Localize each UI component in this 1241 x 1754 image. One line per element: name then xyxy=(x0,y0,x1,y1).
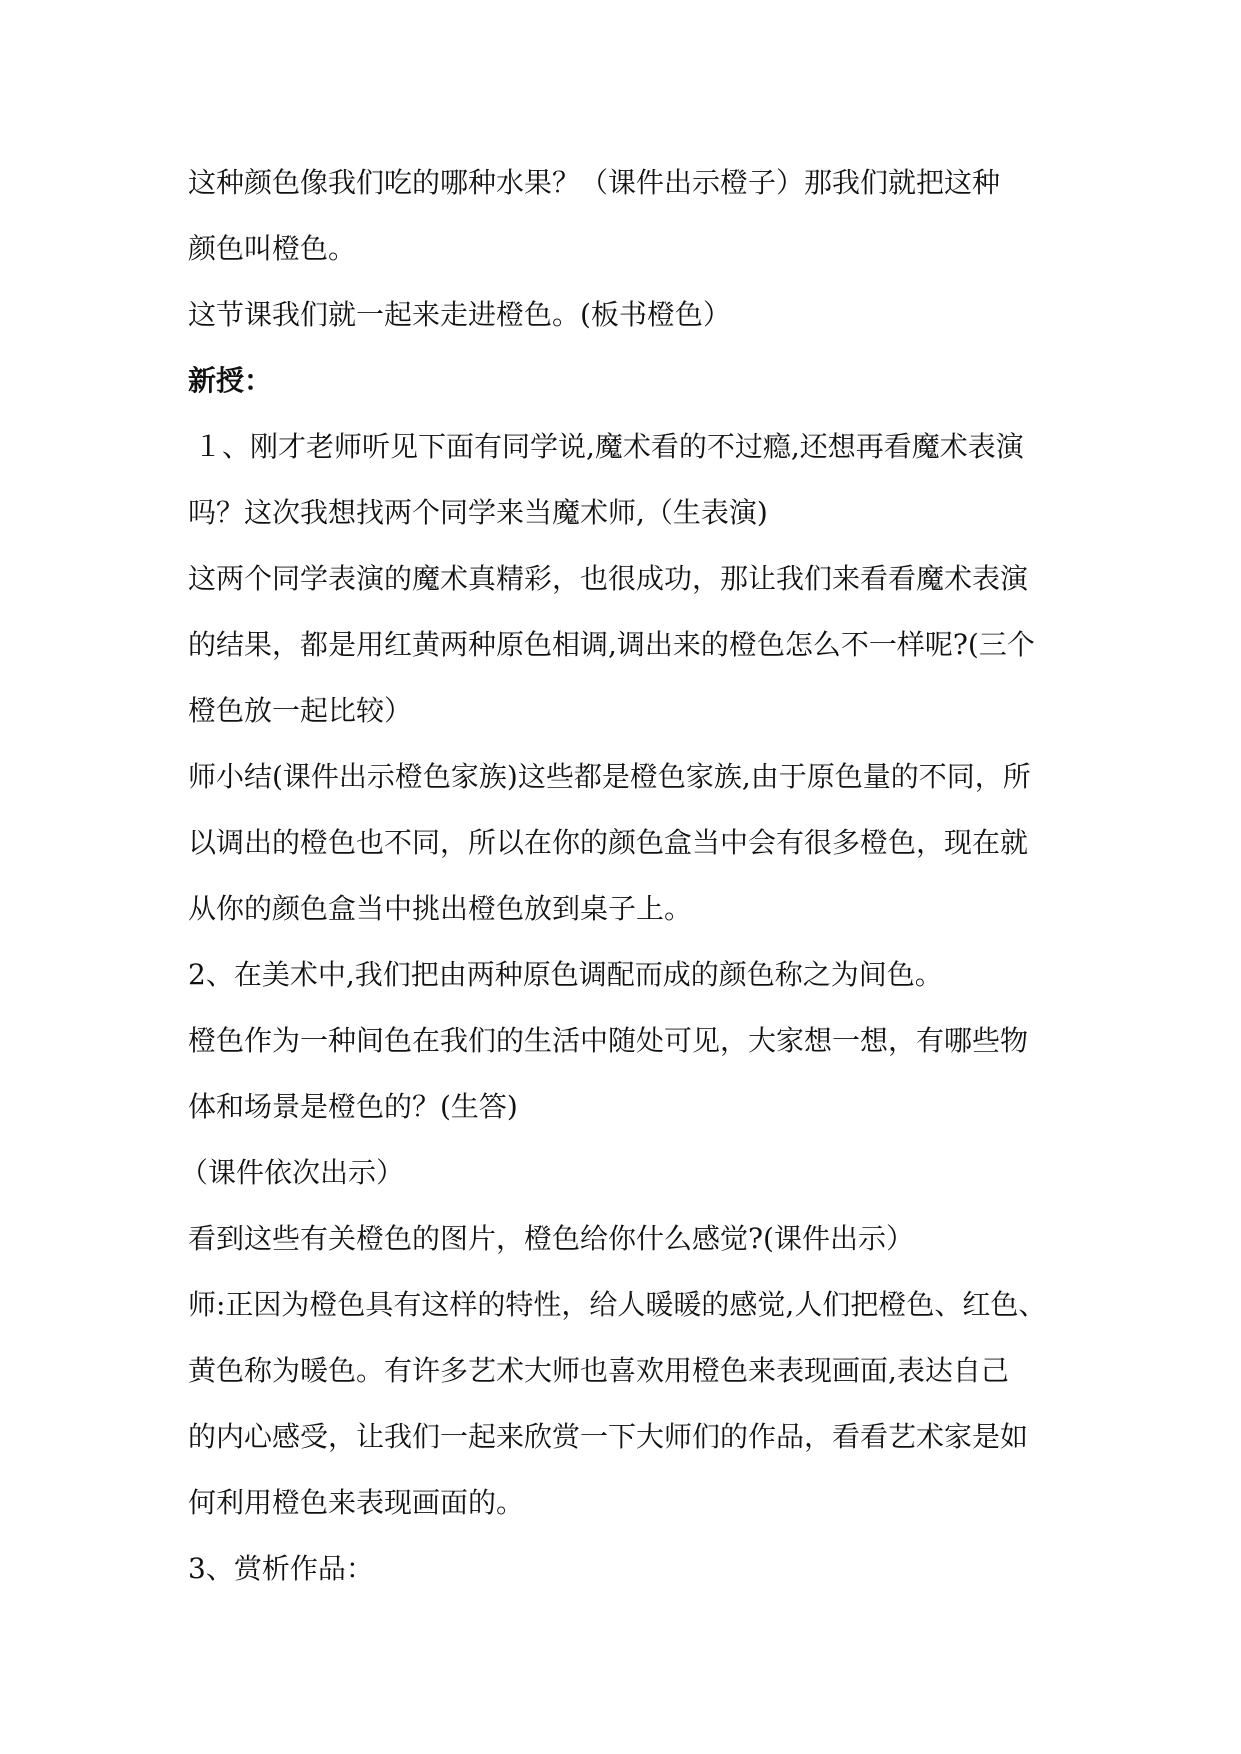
text-line: 师小结(课件出示橙色家族)这些都是橙色家族,由于原色量的不同，所 xyxy=(188,760,1031,793)
text-line: 的内心感受，让我们一起来欣赏一下大师们的作品，看看艺术家是如 xyxy=(188,1420,1029,1453)
text-line: 这两个同学表演的魔术真精彩，也很成功，那让我们来看看魔术表演 xyxy=(188,562,1029,595)
section-heading: 新授： xyxy=(188,364,273,397)
text-line: 从你的颜色盒当中挑出橙色放到桌子上。 xyxy=(188,892,693,925)
text-line: 2、在美术中,我们把由两种原色调配而成的颜色称之为间色。 xyxy=(188,958,943,991)
text-line: 何利用橙色来表现画面的。 xyxy=(188,1486,525,1519)
text-line: １、刚才老师听见下面有同学说,魔术看的不过瘾,还想再看魔术表演 xyxy=(194,430,1024,463)
text-line: 看到这些有关橙色的图片，橙色给你什么感觉?(课件出示） xyxy=(188,1222,914,1255)
text-line: 吗？这次我想找两个同学来当魔术师,（生表演) xyxy=(188,496,768,529)
text-line: 这节课我们就一起来走进橙色。(板书橙色） xyxy=(188,298,731,331)
text-line: 橙色作为一种间色在我们的生活中随处可见，大家想一想，有哪些物 xyxy=(188,1024,1029,1057)
text-line: 体和场景是橙色的？(生答) xyxy=(188,1090,518,1123)
document-body xyxy=(180,160,1068,1612)
text-line: 的结果，都是用红黄两种原色相调,调出来的橙色怎么不一样呢?(三个 xyxy=(188,628,1035,661)
text-line: 以调出的橙色也不同，所以在你的颜色盒当中会有很多橙色，现在就 xyxy=(188,826,1029,859)
text-line: 颜色叫橙色。 xyxy=(188,232,357,265)
text-line: 师:正因为橙色具有这样的特性，给人暖暖的感觉,人们把橙色、红色、 xyxy=(188,1288,1047,1321)
text-line: 橙色放一起比较） xyxy=(188,694,413,727)
text-line: （课件依次出示） xyxy=(180,1156,405,1189)
text-line: 这种颜色像我们吃的哪种水果？（课件出示橙子）那我们就把这种 xyxy=(188,166,1001,199)
text-line: 黄色称为暖色。有许多艺术大师也喜欢用橙色来表现画面,表达自己 xyxy=(188,1354,1009,1387)
text-line: 3、赏析作品： xyxy=(188,1552,374,1585)
